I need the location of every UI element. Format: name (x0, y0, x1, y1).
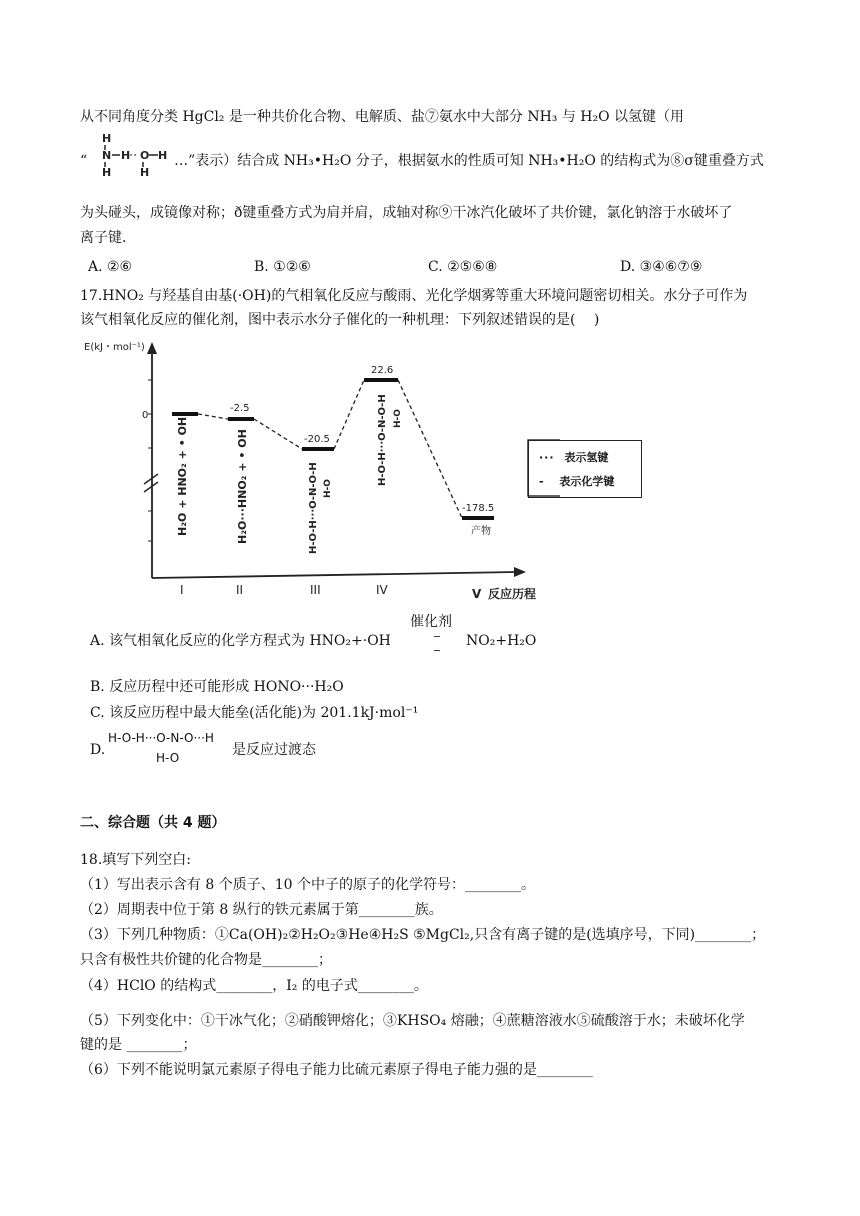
q18-item-3-cont: 只含有极性共价键的化合物是________； (80, 952, 332, 968)
species-label-IV-ho: H-O (393, 409, 403, 428)
energy-profile-figure (80, 336, 560, 606)
energy-label-IV: 22.6 (371, 365, 394, 376)
quote-open: “ (80, 153, 88, 169)
svg-text:O: O (139, 149, 149, 162)
q18-item-4: （4）HClO 的结构式________，I₂ 的电子式________。 (80, 978, 428, 994)
species-label-V: 产物 (471, 526, 491, 537)
q17-stem-line2: 该气相氧化反应的催化剂，图中表示水分子催化的一种机理：下列叙述错误的是( ) (80, 312, 600, 328)
option-d-structure: H-O-H···O-N-O···H H-O (108, 731, 214, 765)
catalyst-label: 催化剂 (410, 614, 452, 630)
legend-bond: - 表示化学键 (539, 475, 615, 488)
energy-label-V: -178.5 (462, 503, 495, 514)
q18-item-5: （5）下列变化中：①干冰气化；②硝酸钾熔化；③KHSO₄ 熔融；④蔗糖溶液水⑤硫酸溶于水；未破坏化学 (80, 1013, 745, 1029)
stage-I: I (180, 583, 184, 597)
q18-item-3: （3）下列几种物质：①Ca(OH)₂②H₂O₂③He④H₂S ⑤MgCl₂,只含有离子键的是(选填序号，下同)________； (80, 927, 766, 943)
q18-item-6: （6）下列不能说明氯元素原子得电子能力比硫元素原子得电子能力强的是________ (80, 1062, 593, 1078)
option-d-label: D. (90, 742, 106, 758)
svg-text:H: H (139, 166, 149, 176)
arrow-mark-top (434, 636, 440, 637)
energy-label-III: -20.5 (304, 434, 330, 445)
option-d-text: 是反应过渡态 (232, 742, 316, 758)
species-label-I: H₂O + HNO₂ + • OH (176, 416, 189, 536)
choice-d[interactable]: D. ③④⑥⑦⑨ (620, 259, 703, 275)
stage-V: V (472, 587, 482, 601)
legend-hbond: ··· 表示氢键 (539, 451, 609, 464)
svg-text:H: H (157, 149, 167, 162)
q18-title: 18.填写下列空白: (80, 852, 191, 868)
q16-line2 (80, 132, 786, 194)
x-axis-label: 反应历程 (488, 587, 537, 601)
y-zero-label: 0 (142, 410, 149, 421)
dash-line-icon: - (539, 475, 544, 488)
y-axis-label: E(kJ・mol⁻¹) (84, 342, 145, 353)
q16-line4: 离子键． (80, 230, 136, 246)
option-a[interactable]: A. 该气相氧化反应的化学方程式为 HNO₂+·OH (90, 633, 391, 649)
option-d[interactable] (90, 740, 105, 776)
dotted-line-icon: ··· (539, 451, 555, 464)
svg-text:H: H (101, 166, 111, 176)
stage-IV: IV (376, 583, 388, 597)
section-title: 二、综合题（共 4 题） (80, 815, 226, 831)
energy-label-II: -2.5 (230, 403, 250, 414)
svg-text:N: N (101, 149, 111, 162)
svg-text:H: H (101, 132, 111, 145)
option-a-products: NO₂+H₂O (466, 633, 537, 649)
q18-item-2: （2）周期表中位于第 8 纵行的铁元素属于第________族。 (80, 902, 443, 918)
species-label-II: H₂O···HNO₂ + • OH (236, 429, 249, 544)
q16-line2-text: …”表示）结合成 NH₃•H₂O 分子，根据氨水的性质可知 NH₃•H₂O 的结构式为⑧σ键重叠方式 (174, 153, 764, 169)
species-label-III-ho: H-O (323, 479, 333, 498)
q18-item-5-cont: 键的是 ________； (80, 1037, 197, 1053)
choice-a[interactable]: A. ②⑥ (88, 259, 133, 275)
option-c[interactable]: C. 该反应历程中最大能垒(活化能)为 201.1kJ·mol⁻¹ (90, 705, 419, 721)
species-label-IV: H-O-H···O-N-O-H (377, 394, 388, 486)
x-axis (152, 572, 516, 578)
q16-line1: 从不同角度分类 HgCl₂ 是一种共价化合物、电解质、盐⑦氨水中大部分 NH₃ 与 H₂O 以氢键（用 (80, 109, 685, 125)
stage-III: III (310, 583, 321, 597)
q17-stem-line1: 17.HNO₂ 与羟基自由基(·OH)的气相氧化反应与酸雨、光化学烟雾等重大环境问题密切相关。水分子可作为 (80, 288, 748, 304)
option-b[interactable]: B. 反应历程中还可能形成 HONO···H₂O (90, 679, 344, 695)
q16-line3: 为头碰头，成镜像对称；ð键重叠方式为肩并肩，成轴对称⑨干冰汽化破坏了共价键，氯化钠溶于水破坏了 (80, 205, 733, 221)
svg-text:H: H (120, 149, 130, 162)
q18-item-1: （1）写出表示含有 8 个质子、10 个中子的原子的化学符号：________。 (80, 877, 535, 893)
legend (528, 440, 642, 498)
choice-c[interactable]: C. ②⑤⑥⑧ (428, 259, 498, 275)
stage-II: II (236, 583, 244, 597)
arrow-mark-bottom (434, 650, 440, 651)
q16-choices (88, 259, 788, 281)
choice-b[interactable]: B. ①②⑥ (254, 259, 311, 275)
species-label-III: H-O-H···O-N-O-H (308, 462, 319, 554)
